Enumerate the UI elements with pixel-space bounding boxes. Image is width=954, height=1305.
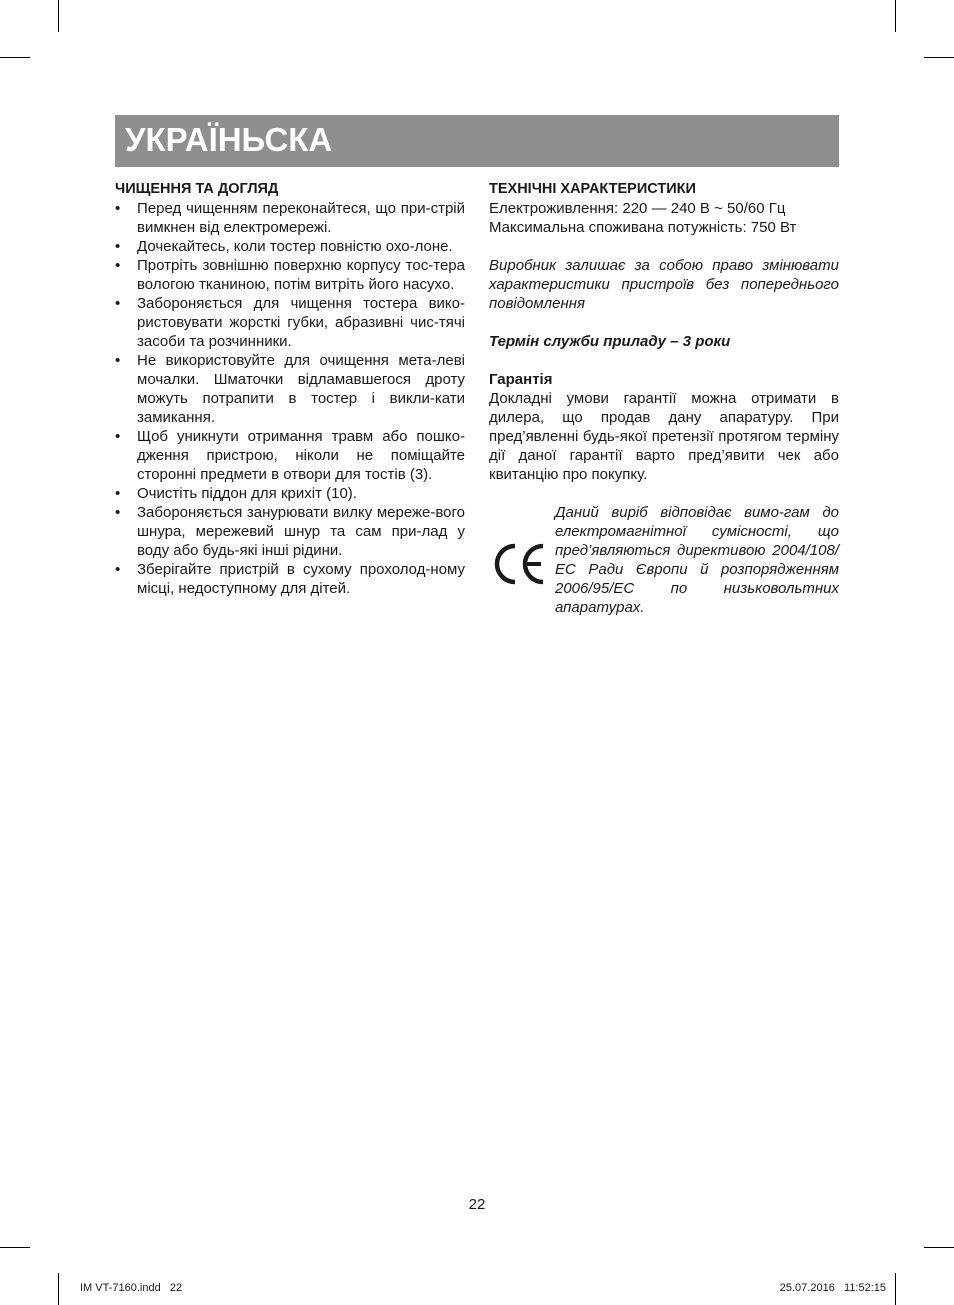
banner-title: УКРАЇНЬСКА [125, 121, 333, 158]
ce-block [489, 503, 839, 623]
crop-mark [895, 1273, 896, 1305]
list-item: • Не використовуйте для очищення мета-леві мочалки. Шматочки відламавшегося дроту можуть потрапити в тостер і викли-кати замикання. [115, 351, 465, 427]
page-number: 22 [468, 1196, 486, 1213]
max-power: Максимальна споживана потужність: 750 Вт [489, 219, 797, 236]
warranty-text: Докладні умови гарантії можна отримати в дилера, що продав дану апаратуру. При пред’явленні будь-якої претензії протягом терміну дії даної гарантії варто пред’явити чек або квитанцію про покупку. [489, 390, 839, 483]
specs-section [489, 180, 839, 623]
crop-mark [0, 57, 30, 58]
specs-heading: ТЕХНІЧНІ ХАРАКТЕРИСТИКИ [489, 181, 696, 197]
list-item: • Щоб уникнути отримання травм або пошко-дження пристрою, ніколи не поміщайте сторонні предмети в отвори для тостів (3). [115, 427, 465, 484]
list-item: • Забороняється занурювати вилку мереже-вого шнура, мережевий шнур та сам при-лад у воду або будь-які інші рідини. [115, 503, 465, 560]
crop-mark [924, 1247, 954, 1248]
crop-mark [0, 1247, 30, 1248]
service-life: Термін служби приладу – 3 роки [489, 333, 731, 350]
warranty-heading: Гарантія [489, 371, 553, 388]
manufacturer-note: Виробник залишає за собою право змінювати характеристики пристроїв без попереднього повідомлення [489, 257, 839, 312]
crop-mark [895, 0, 896, 32]
list-item: • Зберігайте пристрій в сухому прохолод-ному місці, недоступному для дітей. [115, 560, 465, 598]
list-item: • Забороняється для чищення тостера вико-ристовувати жорсткі губки, абразивні чис-тячі засоби та розчинники. [115, 294, 465, 351]
cleaning-section [115, 180, 465, 598]
power-supply: Електроживлення: 220 — 240 В ~ 50/60 Гц [489, 200, 786, 217]
crop-mark [58, 0, 59, 32]
list-item: • Очистіть піддон для крихіт (10). [115, 484, 465, 503]
footer-timestamp: 25.07.2016 11:52:15 [779, 1282, 886, 1294]
crop-mark [924, 57, 954, 58]
list-item: • Перед чищенням переконайтеся, що при-стрій вимкнен від електромережі. [115, 199, 465, 237]
list-item: • Протріть зовнішню поверхню корпусу тос-тера вологою тканиною, потім витріть його насухо. [115, 256, 465, 294]
cleaning-heading: ЧИЩЕННЯ ТА ДОГЛЯД [115, 181, 279, 197]
cleaning-list [115, 199, 465, 598]
list-item: • Дочекайтесь, коли тостер повністю охо-лоне. [115, 237, 465, 256]
language-banner [115, 115, 839, 167]
footer-filename: IM VT-7160.indd 22 [80, 1282, 183, 1294]
ce-compliance-text: Даний виріб відповідає вимо-гам до електромагнітної сумісності, що пред’являються директивою 2004/108/ЕС Ради Європи й розпорядженням 2006/95/ЕС по низьковольтних апаратурах. [555, 504, 839, 616]
crop-mark [58, 1273, 59, 1305]
ce-mark-icon [491, 543, 547, 585]
